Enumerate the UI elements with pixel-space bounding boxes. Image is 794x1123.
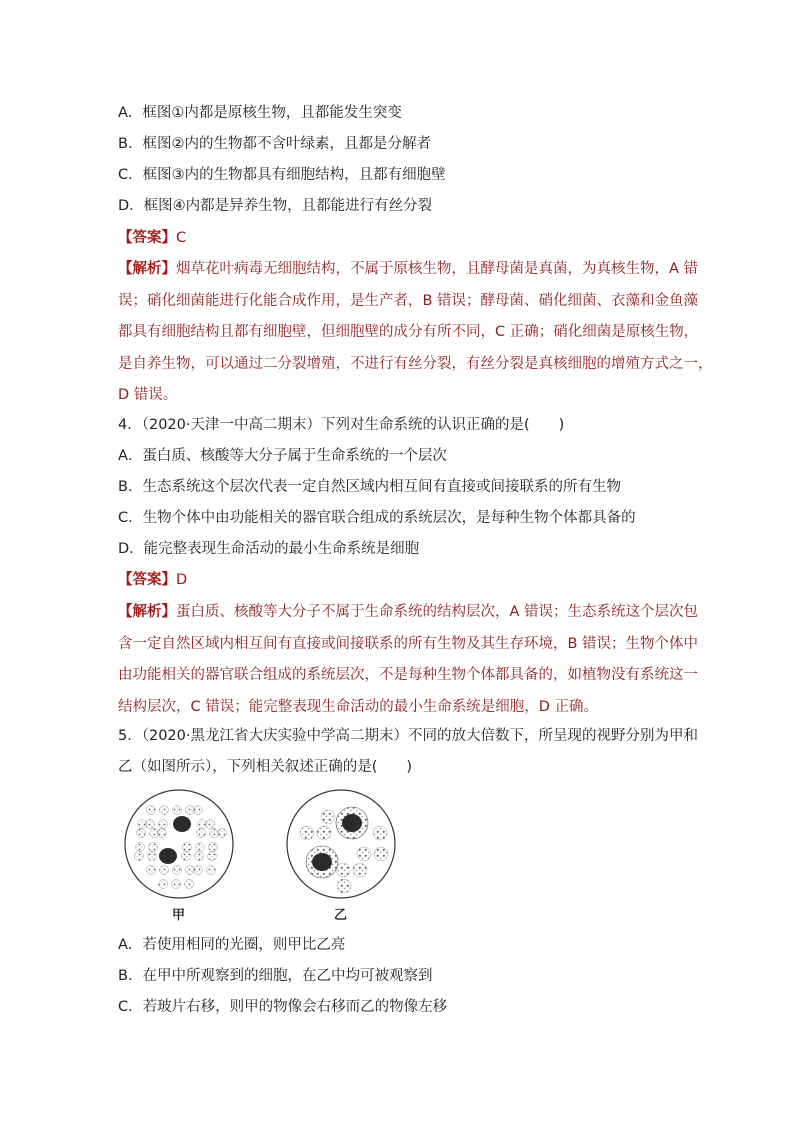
cell: [321, 810, 335, 824]
cell: [173, 806, 182, 815]
cell: [197, 829, 206, 838]
cell: [209, 843, 218, 852]
cell: [138, 820, 147, 829]
cell: [357, 847, 371, 861]
cell: [136, 843, 145, 852]
analysis-line: 是自养生物，可以通过二分裂增殖，不进行有丝分裂，有丝分裂是真核细胞的增殖方式之一，: [118, 355, 713, 372]
q3-answer: [118, 228, 186, 248]
analysis-line: 由功能相关的器官联合组成的系统层次，不是每种生物个体都具备的，如植物没有系统这一: [118, 667, 698, 683]
cell: [373, 826, 387, 840]
q5-option-c: C．若玻片右移，则甲的物像会右移而乙的物像左移: [118, 999, 448, 1015]
q3-analysis: [118, 259, 713, 417]
answer-label: 【答案】: [118, 572, 176, 588]
cell: [150, 829, 159, 838]
cell: [149, 843, 158, 852]
cell: [336, 863, 350, 877]
analysis-line: 含一定自然区域内相互间有直接或间接联系的所有生物及其生存环境，B 错误；生物个体中: [118, 635, 699, 652]
cell: [194, 806, 203, 815]
q4-option-a: A．蛋白质、核酸等大分子属于生命系统的一个层次: [118, 448, 447, 464]
microscope-view-yi-figure: [280, 788, 402, 900]
cell: [186, 806, 195, 815]
cell: [353, 863, 367, 877]
figure-label-yi: 乙: [334, 908, 348, 923]
cell: [173, 866, 182, 875]
q5-stem-line-2: 乙（如图所示），下列相关叙述正确的是( ): [118, 759, 413, 775]
cell: [206, 820, 215, 829]
cell: [300, 826, 314, 840]
q3-option-a: A．框图①内都是原核生物，且都能发生突变: [118, 105, 402, 121]
cell: [207, 866, 216, 875]
cell: [210, 829, 219, 838]
cell: [182, 852, 191, 861]
cell: [147, 806, 156, 815]
cell: [186, 866, 195, 875]
q5-stem-line-1: 5．（2020·黑龙江省大庆实验中学高二期末）不同的放大倍数下，所呈现的视野分别为甲和: [118, 728, 698, 744]
cell: [185, 880, 194, 889]
q5-option-b: B．在甲中所观察到的细胞，在乙中均可被观察到: [118, 968, 433, 984]
cell: [198, 820, 207, 829]
q4-analysis: [118, 602, 699, 728]
cell: [218, 829, 227, 838]
analysis-label: 【解析】: [118, 604, 176, 620]
q4-answer: [118, 570, 187, 590]
cell: [196, 843, 205, 852]
q3-option-d: D．框图④内都是异养生物，且都能进行有丝分裂: [118, 198, 433, 214]
cell: [317, 826, 331, 840]
q4-option-d: D．能完整表现生命活动的最小生命系统是细胞: [118, 541, 420, 557]
q4-stem: 4．（2020·天津一中高二期末）下列对生命系统的认识正确的是( ): [118, 417, 565, 433]
cell: [158, 829, 167, 838]
cell: [159, 820, 168, 829]
cell: [137, 829, 146, 838]
cell: [208, 852, 217, 861]
cell: [135, 852, 144, 861]
analysis-line: 结构层次，C 错误；能完整表现生命活动的最小生命系统是细胞，D 正确。: [118, 698, 599, 715]
cell: [147, 866, 156, 875]
cell: [160, 806, 169, 815]
figure-label-jia: 甲: [172, 908, 186, 923]
analysis-label: 【解析】: [118, 261, 176, 277]
q3-option-c: C．框图③内的生物都具有细胞结构，且都有细胞壁: [118, 167, 446, 183]
cell: [172, 880, 181, 889]
answer-value: D: [176, 572, 188, 588]
answer-label: 【答案】: [118, 230, 176, 246]
q5-option-a: A．若使用相同的光圈，则甲比乙亮: [118, 937, 346, 953]
q4-option-b: B．生态系统这个层次代表一定自然区域内相互间有直接或间接联系的所有生物: [118, 479, 621, 495]
q4-option-c: C．生物个体中由功能相关的器官联合组成的系统层次，是每种生物个体都具备的: [118, 510, 636, 526]
cell: [195, 852, 204, 861]
analysis-line: 蛋白质、核酸等大分子不属于生命系统的结构层次，A 错误；生态系统这个层次包: [176, 604, 699, 620]
cell: [160, 866, 169, 875]
analysis-line: D 错误。: [118, 387, 178, 403]
cell: [194, 866, 203, 875]
answer-value: C: [176, 230, 187, 246]
cell: [374, 847, 388, 861]
cell: [337, 879, 351, 893]
cell: [148, 852, 157, 861]
analysis-line: 误；硝化细菌能进行化能合成作用，是生产者，B 错误；酵母菌、硝化细菌、衣藻和金鱼藻: [118, 292, 699, 309]
cell: [159, 880, 168, 889]
microscope-view-jia-figure: [118, 788, 240, 900]
analysis-line: 烟草花叶病毒无细胞结构，不属于原核生物，且酵母菌是真菌，为真核生物，A 错: [176, 261, 699, 277]
q3-option-b: B．框图②内的生物都不含叶绿素，且都是分解者: [118, 136, 431, 152]
cell: [183, 843, 192, 852]
cell: [146, 820, 155, 829]
analysis-line: 都具有细胞结构且都有细胞壁，但细胞壁的成分有所不同，C 正确；硝化细菌是原核生物，: [118, 324, 699, 340]
